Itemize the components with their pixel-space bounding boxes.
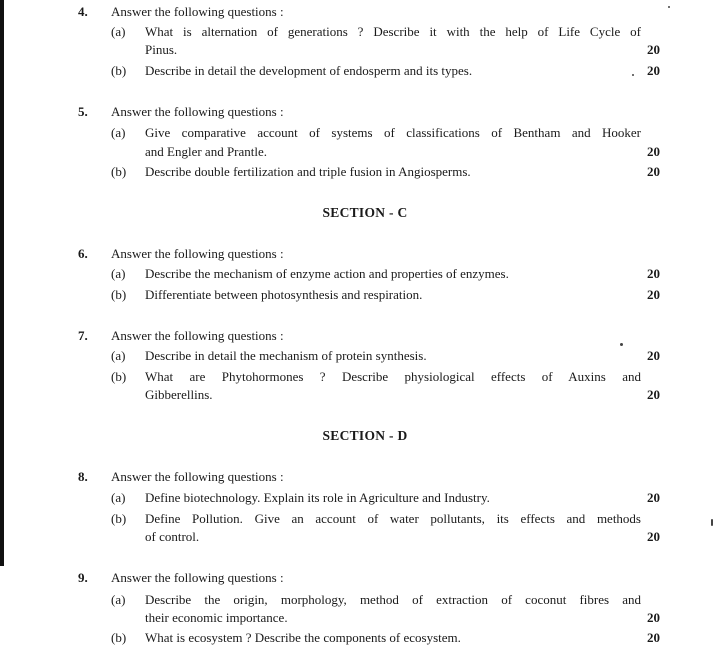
part-text-line: their economic importance. (145, 610, 288, 625)
part-text-line: Describe double fertilization and triple fusion in Angiosperms. (145, 164, 471, 179)
question-number: 9. (78, 570, 88, 585)
scan-speck (632, 74, 634, 76)
part-text-line: of control. (145, 529, 200, 544)
part-label: (b) (111, 164, 127, 179)
part-text-line: What is alternation of generations ? Describe it with the help of Life Cycle of (145, 24, 641, 39)
marks: 20 (647, 144, 660, 159)
part-label: (a) (111, 125, 126, 140)
part-text-line: Describe in detail the mechanism of protein synthesis. (145, 348, 427, 363)
part-text-line: Pinus. (145, 42, 178, 57)
part-text-line: Describe in detail the development of endosperm and its types. (145, 63, 473, 78)
part-label: (b) (111, 369, 127, 384)
marks: 20 (647, 490, 660, 505)
marks: 20 (647, 42, 660, 57)
scan-speck (620, 343, 623, 346)
part-text-line: and Engler and Prantle. (145, 144, 268, 159)
part-text-line: Define biotechnology. Explain its role in Agriculture and Industry. (145, 490, 490, 505)
part-text-line: Give comparative account of systems of classifications of Bentham and Hooker (145, 125, 641, 140)
section-c-title: SECTION - C (322, 205, 408, 220)
marks: 20 (647, 266, 660, 281)
part-label: (b) (111, 630, 127, 645)
question-number: 7. (78, 328, 88, 343)
part-text-line: Describe the origin, morphology, method of extraction of coconut fibres and (145, 592, 641, 607)
question-heading: Answer the following questions : (111, 104, 284, 119)
part-label: (a) (111, 592, 126, 607)
part-text-line: Gibberellins. (145, 387, 213, 402)
question-number: 6. (78, 246, 88, 261)
part-label: (b) (111, 511, 127, 526)
marks: 20 (647, 348, 660, 363)
question-heading: Answer the following questions : (111, 328, 284, 343)
marks: 20 (647, 610, 660, 625)
marks: 20 (647, 529, 660, 544)
question-heading: Answer the following questions : (111, 4, 284, 19)
scan-speck (668, 6, 670, 8)
marks: 20 (647, 630, 660, 645)
part-text-line: What is ecosystem ? Describe the components of ecosystem. (145, 630, 461, 645)
marks: 20 (647, 63, 660, 78)
scan-speck (711, 519, 713, 526)
part-text-line: What are Phytohormones ? Describe physiological effects of Auxins and (145, 369, 641, 384)
question-heading: Answer the following questions : (111, 570, 284, 585)
part-label: (a) (111, 266, 126, 281)
part-text-line: Define Pollution. Give an account of water pollutants, its effects and methods (145, 511, 641, 526)
part-label: (a) (111, 24, 126, 39)
question-number: 4. (78, 4, 88, 19)
marks: 20 (647, 287, 660, 302)
part-text-line: Describe the mechanism of enzyme action and properties of enzymes. (145, 266, 509, 281)
section-d-title: SECTION - D (322, 428, 408, 443)
question-heading: Answer the following questions : (111, 469, 284, 484)
question-number: 5. (78, 104, 88, 119)
question-heading: Answer the following questions : (111, 246, 284, 261)
marks: 20 (647, 164, 660, 179)
part-label: (b) (111, 287, 127, 302)
part-label: (a) (111, 348, 126, 363)
marks: 20 (647, 387, 660, 402)
part-label: (a) (111, 490, 126, 505)
part-text-line: Differentiate between photosynthesis and respiration. (145, 287, 423, 302)
question-number: 8. (78, 469, 88, 484)
part-label: (b) (111, 63, 127, 78)
